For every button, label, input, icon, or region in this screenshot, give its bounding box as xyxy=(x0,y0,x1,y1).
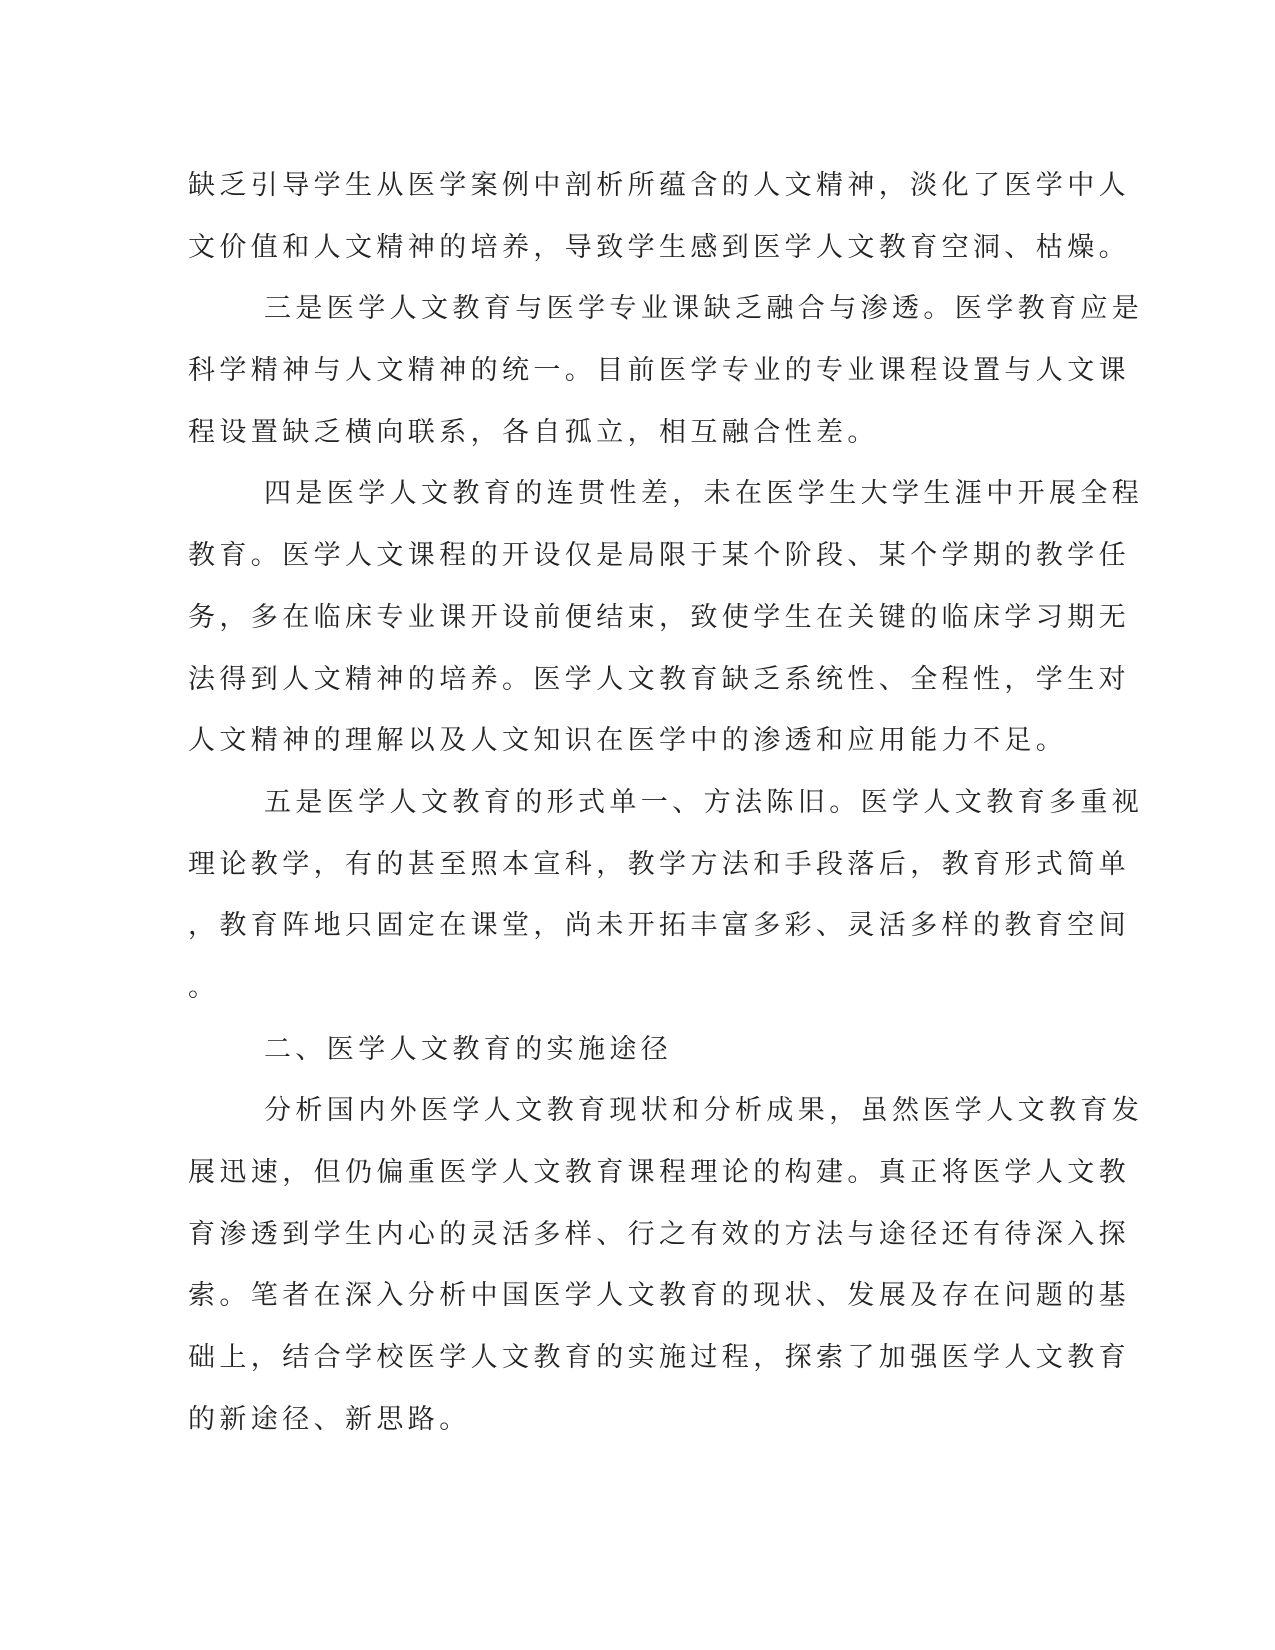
text-line: 人文精神的理解以及人文知识在医学中的渗透和应用能力不足。 xyxy=(188,725,1068,757)
text-line: 教育。医学人文课程的开设仅是局限于某个阶段、某个学期的教学任 xyxy=(188,540,1130,572)
text-line: 程设置缺乏横向联系，各自孤立，相互融合性差。 xyxy=(188,416,879,448)
text-line: 务，多在临床专业课开设前便结束，致使学生在关键的临床学习期无 xyxy=(188,601,1130,633)
text-line: 。 xyxy=(188,971,220,1003)
text-line: 理论教学，有的甚至照本宣科，教学方法和手段落后，教育形式简单 xyxy=(188,848,1130,880)
text-line: 育渗透到学生内心的灵活多样、行之有效的方法与途径还有待深入探 xyxy=(188,1218,1130,1250)
paragraph-start-line: 三是医学人文教育与医学专业课缺乏融合与渗透。医学教育应是 xyxy=(264,293,1144,325)
text-line: 法得到人文精神的培养。医学人文教育缺乏系统性、全程性，学生对 xyxy=(188,663,1130,695)
text-line: 展迅速，但仍偏重医学人文教育课程理论的构建。真正将医学人文教 xyxy=(188,1157,1130,1188)
paragraph-start-line: 四是医学人文教育的连贯性差，未在医学生大学生涯中开展全程 xyxy=(264,478,1144,510)
text-line: ，教育阵地只固定在课堂，尚未开拓丰富多彩、灵活多样的教育空间 xyxy=(188,910,1130,942)
text-line: 文价值和人文精神的培养，导致学生感到医学人文教育空洞、枯燥。 xyxy=(188,231,1130,263)
text-line: 础上，结合学校医学人文教育的实施过程，探索了加强医学人文教育 xyxy=(188,1342,1130,1374)
paragraph-start-line: 五是医学人文教育的形式单一、方法陈旧。医学人文教育多重视 xyxy=(264,786,1144,818)
text-line: 缺乏引导学生从医学案例中剖析所蕴含的人文精神，淡化了医学中人 xyxy=(188,170,1130,201)
text-line: 索。笔者在深入分析中国医学人文教育的现状、发展及存在问题的基 xyxy=(188,1280,1130,1312)
paragraph-start-line: 分析国内外医学人文教育现状和分析成果，虽然医学人文教育发 xyxy=(264,1095,1144,1127)
body-text xyxy=(188,155,1144,1450)
section-heading: 二、医学人文教育的实施途径 xyxy=(264,1033,673,1065)
text-line: 科学精神与人文精神的统一。目前医学专业的专业课程设置与人文课 xyxy=(188,355,1130,387)
text-line: 的新途径、新思路。 xyxy=(188,1403,471,1435)
